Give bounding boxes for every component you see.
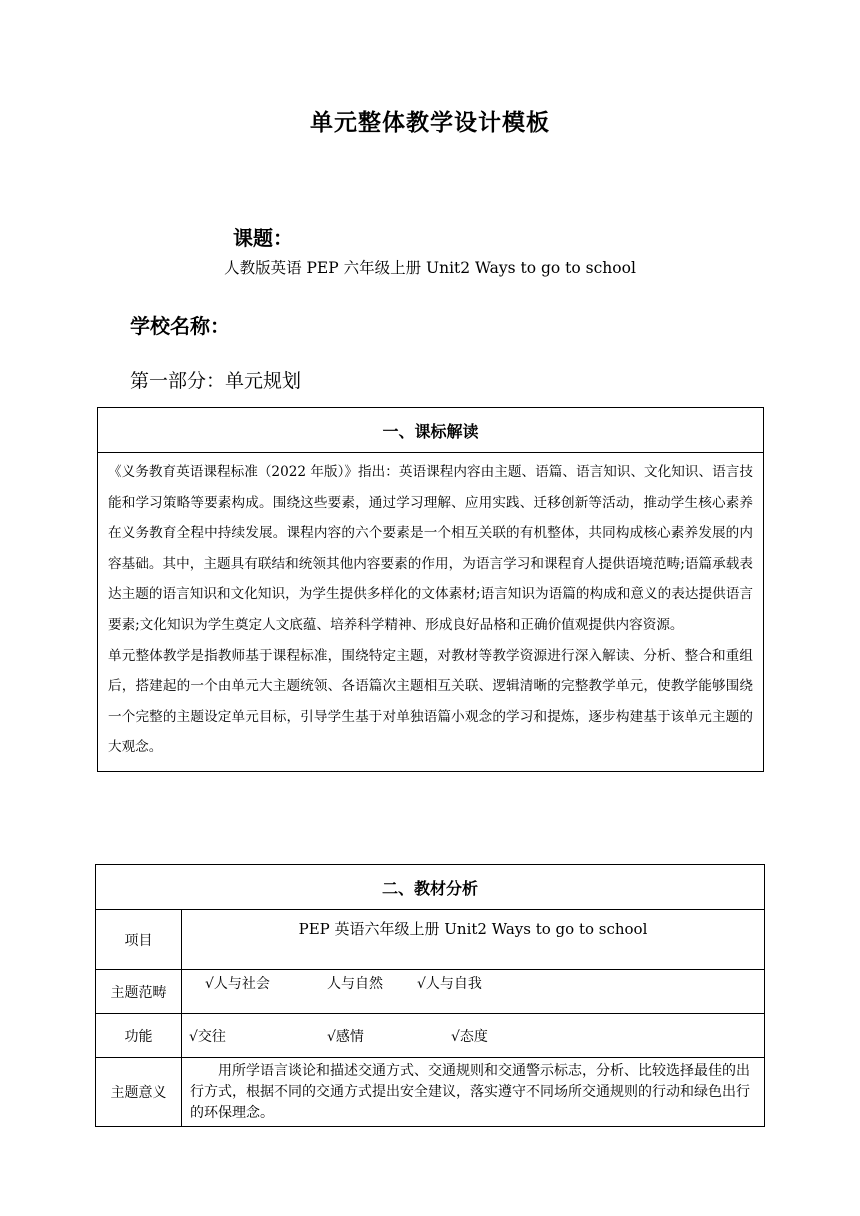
- meaning-text: 用所学语言谈论和描述交通方式、交通规则和交通警示标志，分析、比较选择最佳的出行方式，根据不同的交通方式提出安全建议，落实遵守不同场所交通规则的行动和绿色出行的环保理念。: [190, 1062, 750, 1121]
- curriculum-body: [98, 453, 764, 772]
- document-title: 单元整体教学设计模板: [310, 110, 550, 136]
- part-one-label: 第一部分：单元规划: [130, 370, 302, 392]
- row-label-item: 项目: [96, 910, 182, 970]
- theme-option-nature: 人与自然: [327, 976, 383, 992]
- theme-option-society: √人与社会: [205, 976, 270, 992]
- row-label-meaning: 主题意义: [96, 1058, 182, 1127]
- curriculum-paragraph-2: 单元整体教学是指教师基于课程标准，围绕特定主题，对教材等教学资源进行深入解读、分析、整合和重组后，搭建起的一个由单元大主题统领、各语篇次主题相互关联、逻辑清晰的完整教学单元，使教学能够围绕一个完整的主题设定单元目标，引导学生基于对单独语篇小观念的学习和提炼，逐步构建基于该单元主题的大观念。: [108, 647, 753, 756]
- meaning-value: [182, 1058, 765, 1127]
- curriculum-standard-table: [97, 407, 764, 772]
- row-label-function: 功能: [96, 1014, 182, 1058]
- function-option-emotion: √感情: [327, 1028, 364, 1045]
- curriculum-paragraph-1: 《义务教育英语课程标准（2022 年版）》指出：英语课程内容由主题、语篇、语言知识、文化知识、语言技能和学习策略等要素构成。围绕这些要素，通过学习理解、应用实践、迁移创新等活动，推动学生核心素养在义务教育全程中持续发展。课程内容的六个要素是一个相互关联的有机整体，共同构成核心素养发展的内容基础。其中，主题具有联结和统领其他内容要素的作用，为语言学习和课程育人提供语境范畴;语篇承载表达主题的语言知识和文化知识，为学生提供多样化的文体素材;语言知识为语篇的构成和意义的表达提供语言要素;文化知识为学生奠定人文底蕴、培养科学精神、形成良好品格和正确价值观提供内容资源。: [108, 464, 753, 633]
- function-option-attitude: √态度: [451, 1028, 488, 1045]
- item-value: PEP 英语六年级上册 Unit2 Ways to go to school: [182, 910, 765, 970]
- theme-option-self: √人与自我: [417, 976, 482, 992]
- textbook-analysis-table: [95, 864, 765, 1127]
- function-option-communication: √交往: [189, 1028, 226, 1045]
- section-heading-textbook: 二、教材分析: [96, 865, 765, 910]
- school-name-label: 学校名称：: [130, 314, 230, 338]
- topic-value: 人教版英语 PEP 六年级上册 Unit2 Ways to go to school: [224, 259, 636, 277]
- row-label-theme: 主题范畴: [96, 970, 182, 1014]
- topic-label: 课题：: [233, 226, 293, 250]
- function-options: [182, 1014, 765, 1058]
- section-heading-curriculum: 一、课标解读: [98, 408, 764, 453]
- theme-options: [182, 970, 765, 1014]
